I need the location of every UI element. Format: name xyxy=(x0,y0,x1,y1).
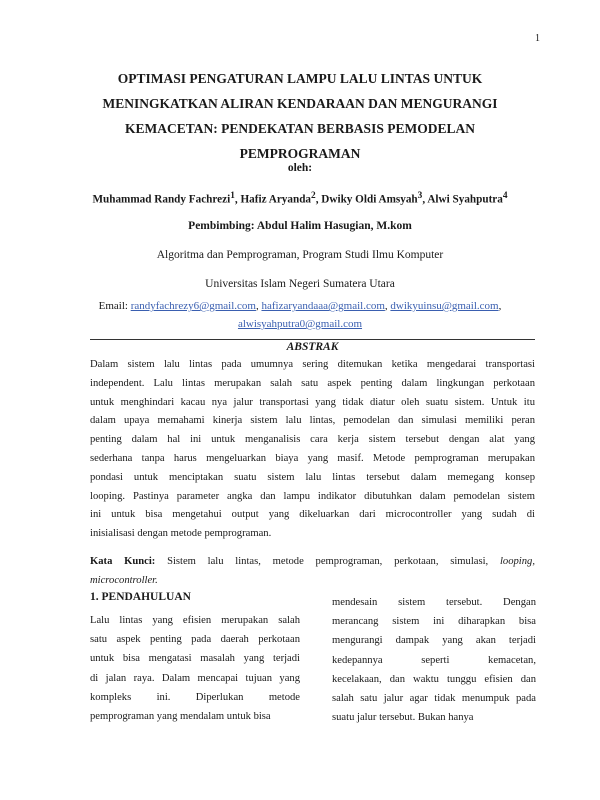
email-link[interactable]: alwisyahputra0@gmail.com xyxy=(237,318,363,330)
right-column xyxy=(332,593,536,727)
abstract-line: Dalam sistem lalu lintas pada umumnya sering ditemukan ketika mengedarai transportasi xyxy=(90,359,535,370)
abstract-line: dalam upaya memahami kinerja sistem lalu lintas, pemodelan dan simulasi memiliki peran xyxy=(90,415,535,427)
abstract-title: ABSTRAK xyxy=(90,339,535,353)
body-line: Lalu lintas yang efisien merupakan salah xyxy=(90,615,300,626)
affiliation: Algoritma dan Pemprograman, Program Studi Ilmu Komputer xyxy=(156,249,444,261)
author-name: Muhammad Randy Fachrezi xyxy=(92,193,231,206)
email-line xyxy=(60,318,540,330)
body-line: kompleks ini. Diperlukan metode xyxy=(90,691,300,703)
title-line: OPTIMASI PENGATURAN LAMPU LALU LINTAS UNTUK xyxy=(117,71,483,86)
abstract-line: independent. Lalu lintas merupakan salah satu aspek penting dalam lingkungan perkotaan xyxy=(90,377,535,389)
body-line: untuk bisa mengatasi masalah yang terjadi xyxy=(90,653,300,665)
abstract-body xyxy=(90,356,535,544)
supervisor: Pembimbing: Abdul Halim Hasugian, M.kom xyxy=(188,220,412,232)
oleh-label: oleh: xyxy=(287,162,313,174)
abstract-line: penting dalam hal ini untuk menganalisis cara kerja sistem tersebut dengan alat yang xyxy=(90,434,535,446)
abstract-line: untuk menghindari kacau nya jalur transportasi yang tidak diatur oleh suatu sistem. Untuk itu xyxy=(90,396,535,408)
body-line: salah satu jalur agar tidak menumpuk pada xyxy=(332,693,536,705)
keywords-italic: microcontroller. xyxy=(90,574,158,586)
body-line: mengurangi dampak yang akan terjadi xyxy=(332,635,536,647)
page-number: 1 xyxy=(535,33,540,44)
body-line: merancang sistem ini diharapkan bisa xyxy=(332,616,536,628)
body-line: pemprograman yang mendalam untuk bisa xyxy=(90,711,271,723)
body-line: mendesain sistem tersebut. Dengan xyxy=(332,597,536,608)
author-sup: 3 xyxy=(417,191,423,201)
section-title: 1. PENDAHULUAN xyxy=(90,591,191,603)
university: Universitas Islam Negeri Sumatera Utara xyxy=(205,278,395,290)
keywords-text: Sistem lalu lintas, metode pemprograman, perkotaan, simulasi, xyxy=(167,556,489,567)
body-line: satu aspek penting pada daerah perkotaan xyxy=(90,634,300,646)
keywords-italic: looping, xyxy=(499,556,535,567)
body-line: suatu jalur tersebut. Bukan hanya xyxy=(332,712,474,724)
author-name: Dwiky Oldi Amsyah xyxy=(321,193,418,206)
abstract-line: looping. Pastinya parameter angka dan lampu indikator dibutuhkan dalam pemodelan sistem xyxy=(90,490,535,502)
author-sup: 1 xyxy=(230,191,235,201)
abstract-line: pondasi untuk menciptakan suatu sistem lalu lintas tersebut dalam memegang konsep xyxy=(90,471,535,483)
abstract-line: sederhana tanpa harus mengeluarkan biaya yang masif. Metode pemprograman merupakan xyxy=(90,452,535,464)
body-line: di jalan raya. Dalam mencapai tujuan yang xyxy=(90,672,300,684)
keywords-line xyxy=(90,553,535,572)
abstract-line: ini untuk bisa mengetahui output yang dikeluarkan dari microcontroller yang sudah di xyxy=(90,509,535,521)
email-line: Email: randyfachrezy6@gmail.com, hafizaryandaaa@gmail.com, dwikyuinsu@gmail.com, xyxy=(98,300,502,312)
title-line: KEMACETAN: PENDEKATAN BERBASIS PEMODELAN xyxy=(125,121,475,136)
body-line: kedepannya seperti kemacetan, xyxy=(332,654,536,666)
email-link[interactable]: dwikyuinsu@gmail.com xyxy=(390,300,499,312)
email-link[interactable]: hafizaryandaaa@gmail.com xyxy=(261,300,385,312)
email-label: Email: xyxy=(98,300,128,312)
body-line: kecelakaan, dan waktu tunggu efisien dan xyxy=(332,673,536,685)
author-name: Hafiz Aryanda xyxy=(240,193,312,206)
keywords-line xyxy=(90,572,535,591)
keywords xyxy=(90,553,535,591)
abstract-line: inisialisasi dengan metode pemprograman. xyxy=(90,528,272,540)
author-sup: 4 xyxy=(502,191,508,201)
left-column xyxy=(90,611,300,726)
title-line: PEMPROGRAMAN xyxy=(239,146,361,161)
email-link[interactable]: randyfachrezy6@gmail.com xyxy=(130,300,256,312)
keywords-label: Kata Kunci: xyxy=(90,556,156,567)
title-line: MENINGKATKAN ALIRAN KENDARAAN DAN MENGURANGI xyxy=(102,96,498,111)
author-sup: 2 xyxy=(311,191,316,201)
paper-title xyxy=(60,66,540,166)
author-name: Alwi Syahputra xyxy=(427,193,503,206)
author-list: Muhammad Randy Fachrezi$^1$, Hafiz Aryanda$^2$, Dwiky Oldi Amsyah$^3$, Alwi Syahputra$^4$ xyxy=(92,191,508,206)
